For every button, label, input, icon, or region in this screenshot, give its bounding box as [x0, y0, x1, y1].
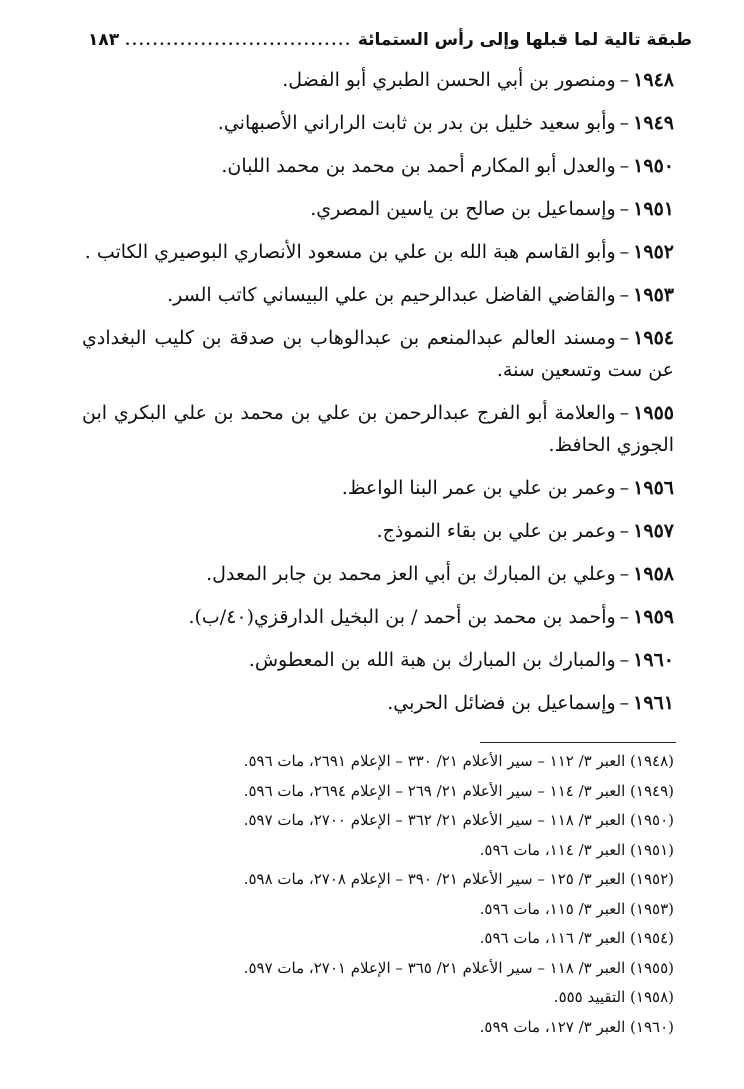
entry-text: والقاضي الفاضل عبدالرحيم بن علي البيساني كاتب السر.	[167, 284, 616, 306]
entry-number: ١٩٤٨	[633, 69, 674, 91]
entry: ١٩٥٤–ومسند العالم عبدالمنعم بن عبدالوهاب بن صدقة بن كليب البغدادي عن ست وتسعين سنة.	[82, 327, 674, 381]
entry-text: والعلامة أبو الفرج عبدالرحمن بن علي بن محمد بن علي البكري ابن الجوزي الحافظ.	[82, 402, 674, 456]
footnote-divider	[480, 742, 676, 743]
footnote: (١٩٥٠) العبر ٣/ ١١٨ – سير الأعلام ٢١/ ٣٦٢ – الإعلام ٢٧٠٠، مات ٥٩٧.	[243, 811, 674, 829]
entry-number: ١٩٤٩	[633, 112, 674, 134]
entry: ١٩٦١–وإسماعيل بن فضائل الحربي.	[387, 692, 674, 714]
entry-text: وأبو القاسم هبة الله بن علي بن مسعود الأنصاري البوصيري الكاتب .	[84, 241, 616, 263]
entry-number: ١٩٥٣	[633, 284, 674, 306]
entry-text: والعدل أبو المكارم أحمد بن محمد بن محمد اللبان.	[221, 155, 616, 177]
entry: ١٩٥٣–والقاضي الفاضل عبدالرحيم بن علي البيساني كاتب السر.	[167, 284, 674, 306]
entry: ١٩٤٨–ومنصور بن أبي الحسن الطبري أبو الفضل.	[282, 69, 674, 91]
footnote: (١٩٥٢) العبر ٣/ ١٢٥ – سير الأعلام ٢١/ ٣٩٠ – الإعلام ٢٧٠٨، مات ٥٩٨.	[243, 870, 674, 888]
leader-dots	[125, 33, 352, 49]
footnote: (١٩٥١) العبر ٣/ ١١٤، مات ٥٩٦.	[479, 840, 674, 859]
entry: ١٩٥٠–والعدل أبو المكارم أحمد بن محمد بن محمد اللبان.	[221, 155, 674, 177]
entry: ١٩٤٩–وأبو سعيد خليل بن بدر بن ثابت الراراني الأصبهاني.	[217, 112, 674, 134]
entry-number: ١٩٥٧	[633, 520, 674, 542]
entry-number: ١٩٦٠	[633, 649, 674, 671]
running-header	[88, 30, 692, 60]
entry: ١٩٥٩–وأحمد بن محمد بن أحمد / بن البخيل الدارقزي(٤٠/ب).	[188, 606, 674, 628]
entry-number: ١٩٦١	[633, 692, 674, 714]
footnote: (١٩٤٨) العبر ٣/ ١١٢ – سير الأعلام ٢١/ ٣٣٠ – الإعلام ٢٦٩١، مات ٥٩٦.	[243, 752, 674, 770]
entry-number: ١٩٥٩	[633, 606, 674, 628]
footnote: (١٩٥٨) التقييد ٥٥٥.	[553, 988, 674, 1006]
entry-number: ١٩٥٨	[633, 563, 674, 585]
entry-number: ١٩٥١	[633, 198, 674, 220]
footnotes	[160, 750, 674, 1045]
footnote: (١٩٤٩) العبر ٣/ ١١٤ – سير الأعلام ٢١/ ٢٦٩ – الإعلام ٢٦٩٤، مات ٥٩٦.	[243, 781, 674, 800]
entry: ١٩٥٦–وعمر بن علي بن عمر البنا الواعظ.	[341, 477, 674, 499]
entry-number: ١٩٥٢	[633, 241, 674, 263]
entry-number: ١٩٥٤	[633, 327, 674, 349]
entry-text: وعمر بن علي بن بقاء النموذج.	[376, 520, 616, 542]
entry-number: ١٩٥٠	[633, 155, 674, 177]
footnote: (١٩٥٤) العبر ٣/ ١١٦، مات ٥٩٦.	[479, 929, 674, 947]
entry: ١٩٥٧–وعمر بن علي بن بقاء النموذج.	[376, 520, 674, 542]
entry-text: ومنصور بن أبي الحسن الطبري أبو الفضل.	[282, 69, 616, 91]
footnote: (١٩٦٠) العبر ٣/ ١٢٧، مات ٥٩٩.	[479, 1017, 674, 1036]
footnote: (١٩٥٥) العبر ٣/ ١١٨ – سير الأعلام ٢١/ ٣٦٥ – الإعلام ٢٧٠١، مات ٥٩٧.	[243, 958, 674, 977]
entry: ١٩٥١–وإسماعيل بن صالح بن ياسين المصري.	[310, 198, 674, 220]
entry-text: وعمر بن علي بن عمر البنا الواعظ.	[341, 477, 616, 499]
running-title: طبقة تالية لما قبلها وإلى رأس الستمائة	[357, 30, 692, 50]
entry-text: والمبارك بن المبارك بن هبة الله بن المعطوش.	[248, 649, 616, 671]
entry-text: وإسماعيل بن فضائل الحربي.	[387, 692, 616, 714]
entry-text: وعلي بن المبارك بن أبي العز محمد بن جابر المعدل.	[206, 563, 616, 585]
page-number: ١٨٣	[88, 30, 120, 50]
entry: ١٩٥٥–والعلامة أبو الفرج عبدالرحمن بن علي بن محمد بن علي البكري ابن الجوزي الحافظ.	[82, 402, 674, 456]
entry: ١٩٥٨–وعلي بن المبارك بن أبي العز محمد بن جابر المعدل.	[206, 563, 674, 585]
entry-text: ومسند العالم عبدالمنعم بن عبدالوهاب بن صدقة بن كليب البغدادي عن ست وتسعين سنة.	[82, 327, 674, 381]
entries-list	[82, 64, 674, 730]
entry-text: وأحمد بن محمد بن أحمد / بن البخيل الدارقزي(٤٠/ب).	[188, 606, 616, 628]
entry-number: ١٩٥٦	[633, 477, 674, 499]
entry-text: وإسماعيل بن صالح بن ياسين المصري.	[310, 198, 616, 220]
entry: ١٩٥٢–وأبو القاسم هبة الله بن علي بن مسعود الأنصاري البوصيري الكاتب .	[84, 241, 674, 263]
entry-text: وأبو سعيد خليل بن بدر بن ثابت الراراني الأصبهاني.	[217, 112, 616, 134]
entry: ١٩٦٠–والمبارك بن المبارك بن هبة الله بن المعطوش.	[248, 649, 674, 671]
footnote: (١٩٥٣) العبر ٣/ ١١٥، مات ٥٩٦.	[479, 899, 674, 918]
entry-number: ١٩٥٥	[633, 402, 674, 424]
